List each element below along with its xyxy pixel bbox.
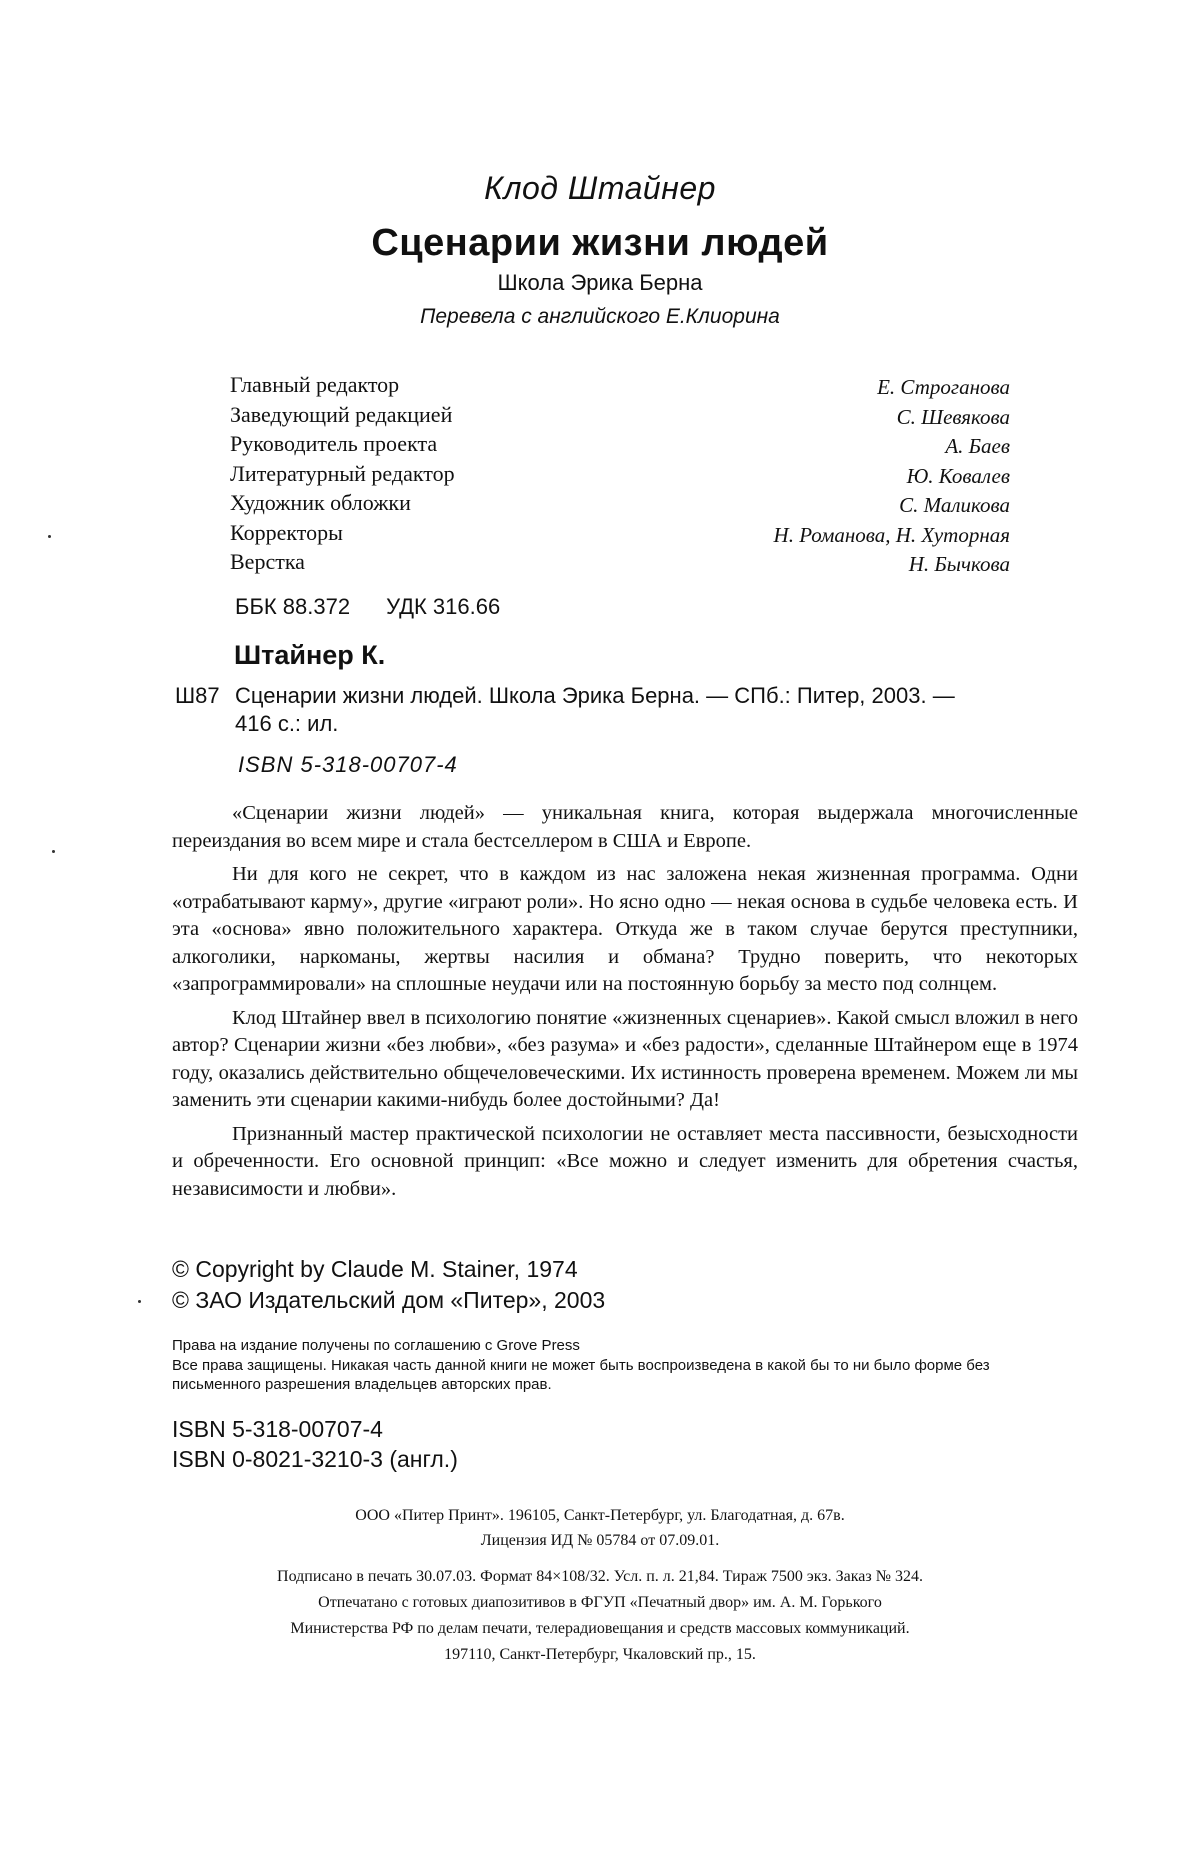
- credits-names: [774, 373, 1010, 580]
- annotation-paragraph: Ни для кого не секрет, что в каждом из нас заложена некая жизненная программа. Одни «отрабатывают карму», другие «играют роли». Но ясно одно — некая основа в судьбе человека есть. И эта «основа» явно положительного характера. Откуда же в таком случае берутся преступники, алкоголики, наркоманы, жертвы насилия и обмана? Трудно поверить, что некоторых «запрограммировали» на сплошные неудачи или на постоянную борьбу за место под солнцем.: [172, 863, 1078, 995]
- credits-roles: [230, 370, 455, 577]
- imprint-line: Министерства РФ по делам печати, телерадиовещания и средств массовых коммуникаций.: [290, 1620, 910, 1637]
- credit-role: Руководитель проекта: [230, 431, 438, 456]
- bbk-code: ББК 88.372: [235, 594, 351, 619]
- classification-line: [235, 594, 500, 620]
- credit-role: Литературный редактор: [230, 460, 455, 486]
- credit-role: Художник обложки: [230, 490, 411, 515]
- credit-name: Н. Романова, Н. Хуторная: [773, 522, 1010, 547]
- credit-name: С. Шевякова: [896, 404, 1010, 429]
- annotation-paragraph: «Сценарии жизни людей» — уникальная книга, которая выдержала многочисленные переиздания во всем мире и стала бестселлером в США и Европе.: [172, 802, 1078, 852]
- credit-name: А. Баев: [945, 434, 1010, 458]
- rights-note: Права на издание получены по соглашению с Grove Press: [172, 1337, 580, 1354]
- imprint-line: Отпечатано с готовых диапозитивов в ФГУП «Печатный двор» им. А. М. Горького: [318, 1594, 882, 1611]
- author-sign-code: Ш87: [175, 683, 220, 708]
- credit-name: С. Маликова: [899, 493, 1010, 517]
- translator-credit: Перевела с английского Е.Клиорина: [420, 305, 780, 328]
- book-title: Сценарии жизни людей: [371, 222, 829, 264]
- imprint-line: 197110, Санкт-Петербург, Чкаловский пр., 15.: [444, 1646, 756, 1663]
- isbn-line: ISBN 5-318-00707-4: [172, 1416, 383, 1442]
- credit-role: Корректоры: [230, 519, 343, 545]
- catalog-isbn: ISBN 5-318-00707-4: [238, 752, 458, 777]
- rights-reserved-note: Все права защищены. Никакая часть данной книги не может быть воспроизведена в какой бы то ни было форме без письменного разрешения владельцев авторских прав.: [172, 1357, 990, 1393]
- annotation-paragraph: Клод Штайнер ввел в психологию понятие «жизненных сценариев». Какой смысл вложил в него автор? Сценарии жизни «без любви», «без разума» и «без радости», сделанные Штайнером еще в 1974 году, оказались действительно общечеловеческими. Их истинность проверена временем. Можем ли мы заменить эти сценарии какими-нибудь более достойными? Да!: [172, 1006, 1078, 1111]
- credit-role: Главный редактор: [230, 372, 400, 397]
- scan-speck: [52, 850, 55, 853]
- credit-name: Н. Бычкова: [908, 552, 1010, 576]
- credit-role: Заведующий редакцией: [230, 401, 453, 427]
- bibliographic-description: Сценарии жизни людей. Школа Эрика Берна. — СПб.: Питер, 2003. —: [235, 683, 955, 708]
- imprint-line: ООО «Питер Принт». 196105, Санкт-Петербург, ул. Благодатная, д. 67в.: [355, 1507, 845, 1524]
- copyright-line: © Copyright by Claude M. Stainer, 1974: [172, 1256, 578, 1282]
- scan-speck: [138, 1300, 141, 1303]
- bibliographic-pages: 416 с.: ил.: [235, 711, 339, 736]
- copyright-line: © ЗАО Издательский дом «Питер», 2003: [172, 1287, 606, 1313]
- credit-name: Е. Строганова: [877, 375, 1010, 399]
- book-author: Клод Штайнер: [484, 170, 716, 206]
- imprint-line: Лицензия ИД № 05784 от 07.09.01.: [480, 1532, 720, 1549]
- annotation-paragraph: Признанный мастер практической психологии не оставляет места пассивности, безысходности и обреченности. Его основной принцип: «Все можно и следует изменить для обретения счастья, независимости и любви».: [172, 1122, 1078, 1200]
- credit-name: Ю. Ковалев: [906, 463, 1010, 488]
- annotation: [172, 800, 1078, 1209]
- imprint-line: Подписано в печать 30.07.03. Формат 84×108/32. Усл. п. л. 21,84. Тираж 7500 экз. Заказ № 324.: [277, 1568, 923, 1585]
- scan-speck: [48, 535, 51, 538]
- udk-code: УДК 316.66: [386, 594, 501, 619]
- isbn-line: ISBN 0-8021-3210-3 (англ.): [172, 1446, 458, 1472]
- credit-role: Верстка: [230, 549, 305, 574]
- catalog-author-heading: Штайнер К.: [234, 640, 386, 670]
- book-subtitle: Школа Эрика Берна: [497, 270, 703, 295]
